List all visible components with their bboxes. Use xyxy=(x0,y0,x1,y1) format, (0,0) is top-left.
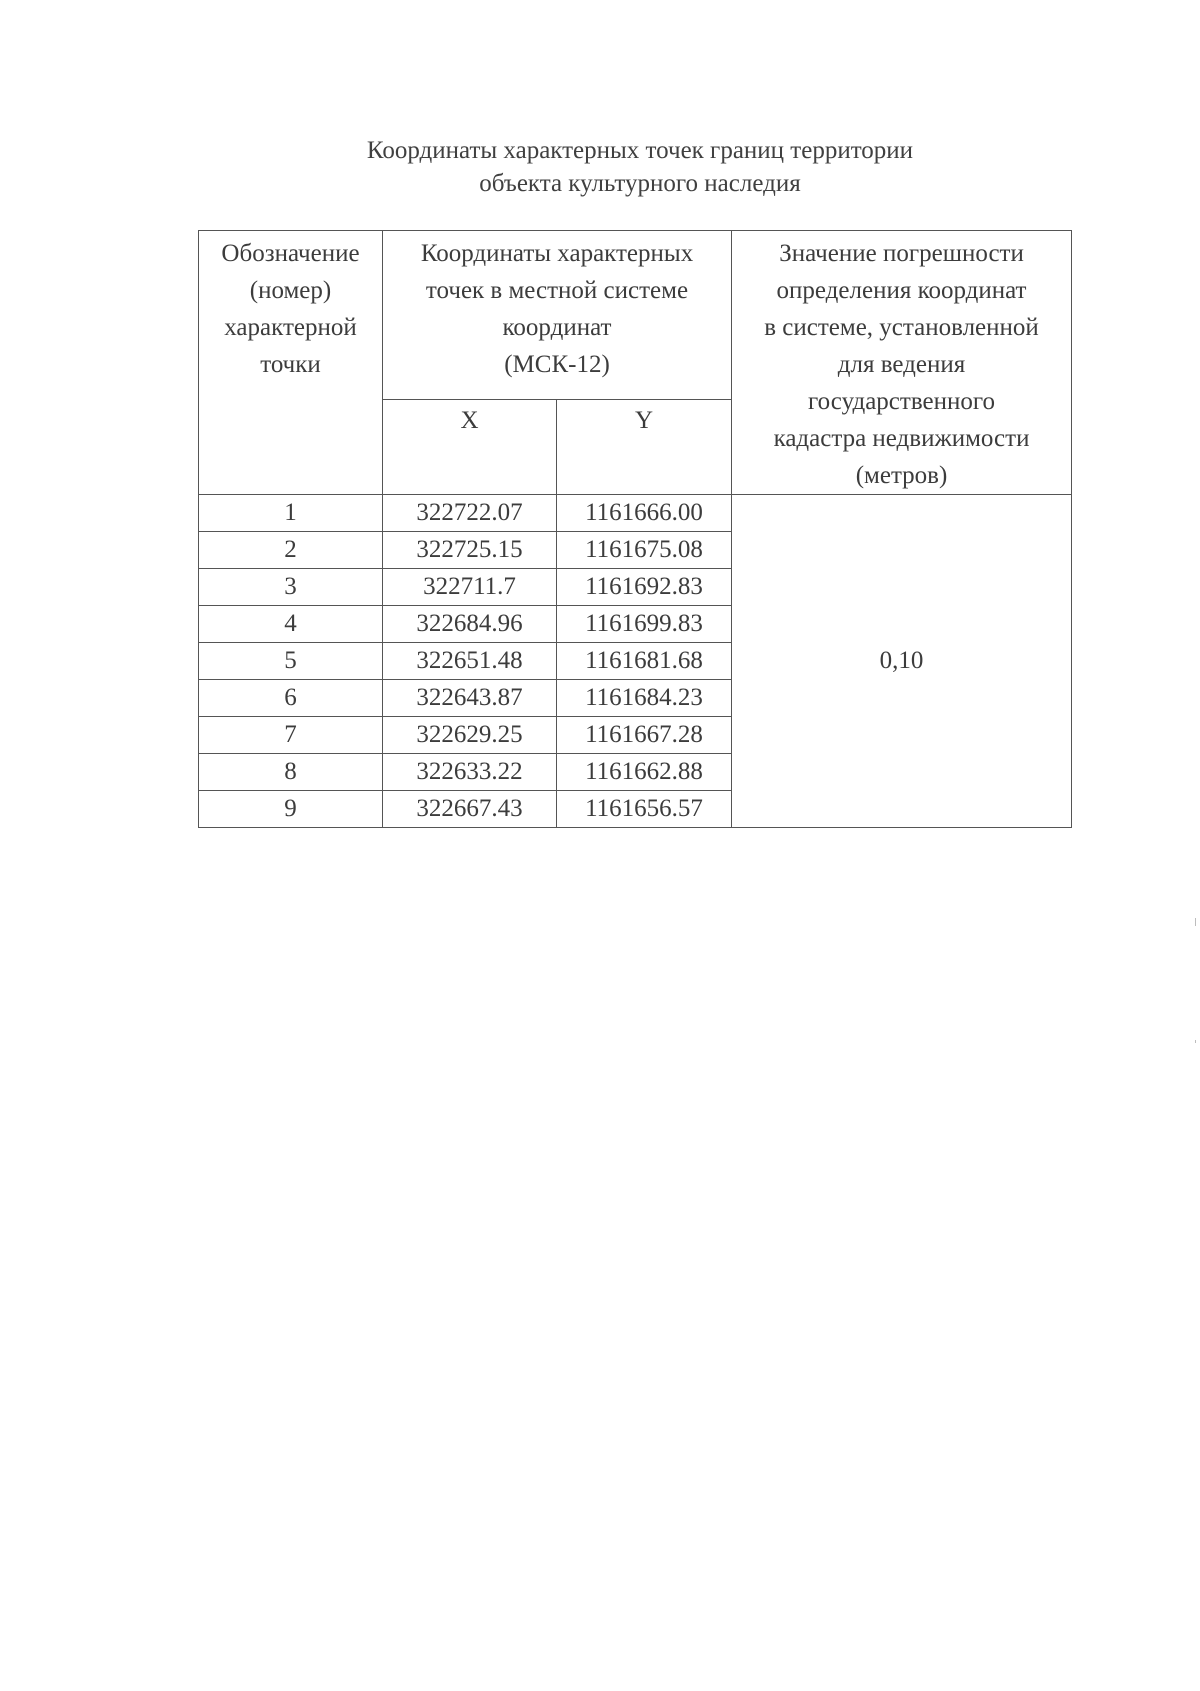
y-value: 1161681.68 xyxy=(557,643,732,680)
scan-artifact xyxy=(1195,918,1196,926)
point-number: 7 xyxy=(199,717,383,754)
point-number: 4 xyxy=(199,606,383,643)
header-local-coordinates: Координаты характерных точек в местной системе координат (МСК-12) xyxy=(383,231,732,400)
header-x: X xyxy=(383,400,557,495)
y-value: 1161684.23 xyxy=(557,680,732,717)
point-number: 3 xyxy=(199,569,383,606)
y-value: 1161656.57 xyxy=(557,791,732,828)
table-body xyxy=(199,495,1072,828)
x-value: 322643.87 xyxy=(383,680,557,717)
y-value: 1161667.28 xyxy=(557,717,732,754)
y-value: 1161662.88 xyxy=(557,754,732,791)
x-value: 322633.22 xyxy=(383,754,557,791)
point-number: 8 xyxy=(199,754,383,791)
y-value: 1161699.83 xyxy=(557,606,732,643)
title-line-1: Координаты характерных точек границ территории xyxy=(366,137,914,164)
document-title xyxy=(0,134,1200,200)
x-value: 322629.25 xyxy=(383,717,557,754)
y-value: 1161666.00 xyxy=(557,495,732,532)
table-header xyxy=(199,231,1072,495)
point-number: 2 xyxy=(199,532,383,569)
x-value: 322722.07 xyxy=(383,495,557,532)
x-value: 322711.7 xyxy=(383,569,557,606)
header-error-value: Значение погрешности определения координат в системе, установленной для ведения государственного кадастра недвижимости (метров) xyxy=(732,231,1072,495)
point-number: 6 xyxy=(199,680,383,717)
x-value: 322684.96 xyxy=(383,606,557,643)
scan-artifact xyxy=(1195,1040,1196,1043)
y-value: 1161675.08 xyxy=(557,532,732,569)
error-value: 0,10 xyxy=(732,495,1072,828)
point-number: 1 xyxy=(199,495,383,532)
coordinates-table xyxy=(198,230,1072,828)
header-point-designation: Обозначение (номер) характерной точки xyxy=(199,231,383,495)
x-value: 322651.48 xyxy=(383,643,557,680)
point-number: 5 xyxy=(199,643,383,680)
x-value: 322667.43 xyxy=(383,791,557,828)
y-value: 1161692.83 xyxy=(557,569,732,606)
title-line-2: объекта культурного наследия xyxy=(479,170,801,197)
point-number: 9 xyxy=(199,791,383,828)
table-row xyxy=(199,495,1072,532)
header-y: Y xyxy=(557,400,732,495)
x-value: 322725.15 xyxy=(383,532,557,569)
